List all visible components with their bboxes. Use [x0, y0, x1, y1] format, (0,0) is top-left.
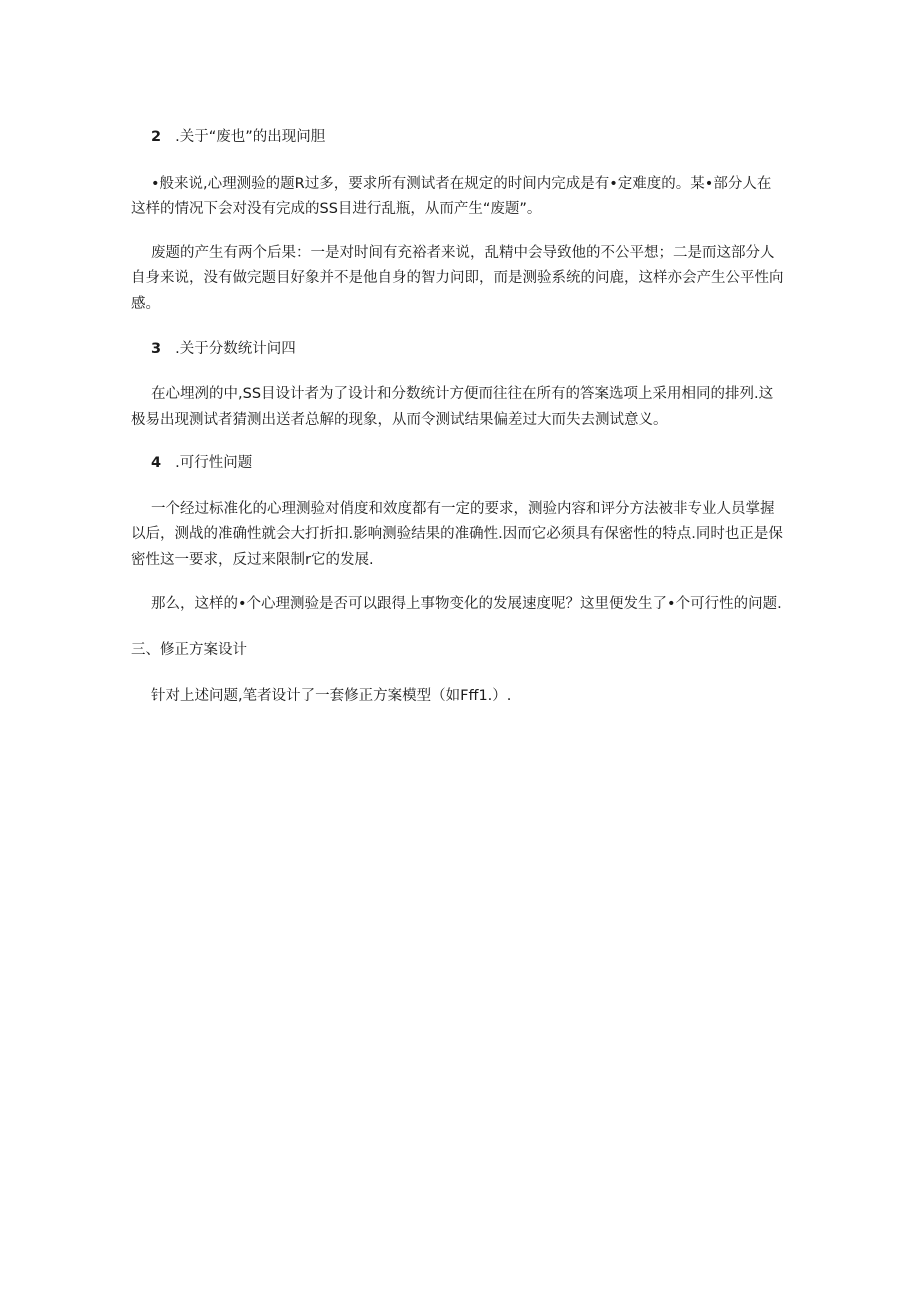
section-3-number: 3	[151, 341, 162, 357]
paragraph-2-line-2: 自身来说，没有做完题目好象并不是他自身的智力问即，而是测验系统的问鹿，这样亦会产生公平性向	[131, 270, 784, 286]
section-4-number: 4	[151, 455, 162, 471]
section-4-title: .可行性问题	[175, 455, 253, 471]
section-2-heading	[151, 127, 325, 147]
paragraph-3-line-2: 极易出现测试者猜测出送者总解的现象，从而令测试结果偏差过大而失去测试意义。	[131, 412, 668, 428]
paragraph-1-line-1: •般来说,心理测验的题R过多，要求所有测试者在规定的时间内完成是有•定难度的。某•部分人在	[151, 176, 772, 192]
paragraph-2-line-1: 废题的产生有两个后果：一是对时间有充裕者来说，乱精中会导致他的不公平想；二是而这部分人	[151, 245, 775, 261]
paragraph-4-line-2: 以后，测战的准确性就会大打折扣.影响测验结果的准确性.因而它必须具有保密性的特点.同时也正是保	[131, 526, 783, 542]
paragraph-4-line-3: 密性这一要求，反过来限制r它的发展.	[131, 552, 374, 568]
paragraph-4-line-1: 一个经过标准化的心理测验对俏度和效度都有一定的要求，测验内容和评分方法被非专业人员掌握	[151, 501, 775, 517]
paragraph-5-line-1: 那么，这样的•个心理测验是否可以跟得上事物变化的发展速度呢？这里便发生了•个可行性的问题.	[151, 596, 782, 612]
section-3-title: .关于分数统计问四	[175, 341, 296, 357]
section-2-title: .关于“废也”的出现问胆	[175, 129, 326, 145]
section-4-heading	[151, 453, 252, 473]
paragraph-1-line-2: 这样的情况下会对没有完成的SS目进行乱瓶，从而产生“废题”。	[131, 201, 542, 217]
paragraph-6-line-1: 针对上述问题,笔者设计了一套修正方案模型（如Fff1.）.	[151, 688, 512, 704]
section-3-heading	[151, 339, 296, 359]
paragraph-2-line-3: 感。	[131, 296, 160, 312]
paragraph-3-line-1: 在心埋冽的中,SS目设计者为了设计和分数统计方便而往往在所有的答案选项上采用相同的排列.这	[151, 386, 774, 402]
section-2-number: 2	[151, 129, 162, 145]
section-three-heading: 三、修正方案设计	[131, 642, 247, 658]
